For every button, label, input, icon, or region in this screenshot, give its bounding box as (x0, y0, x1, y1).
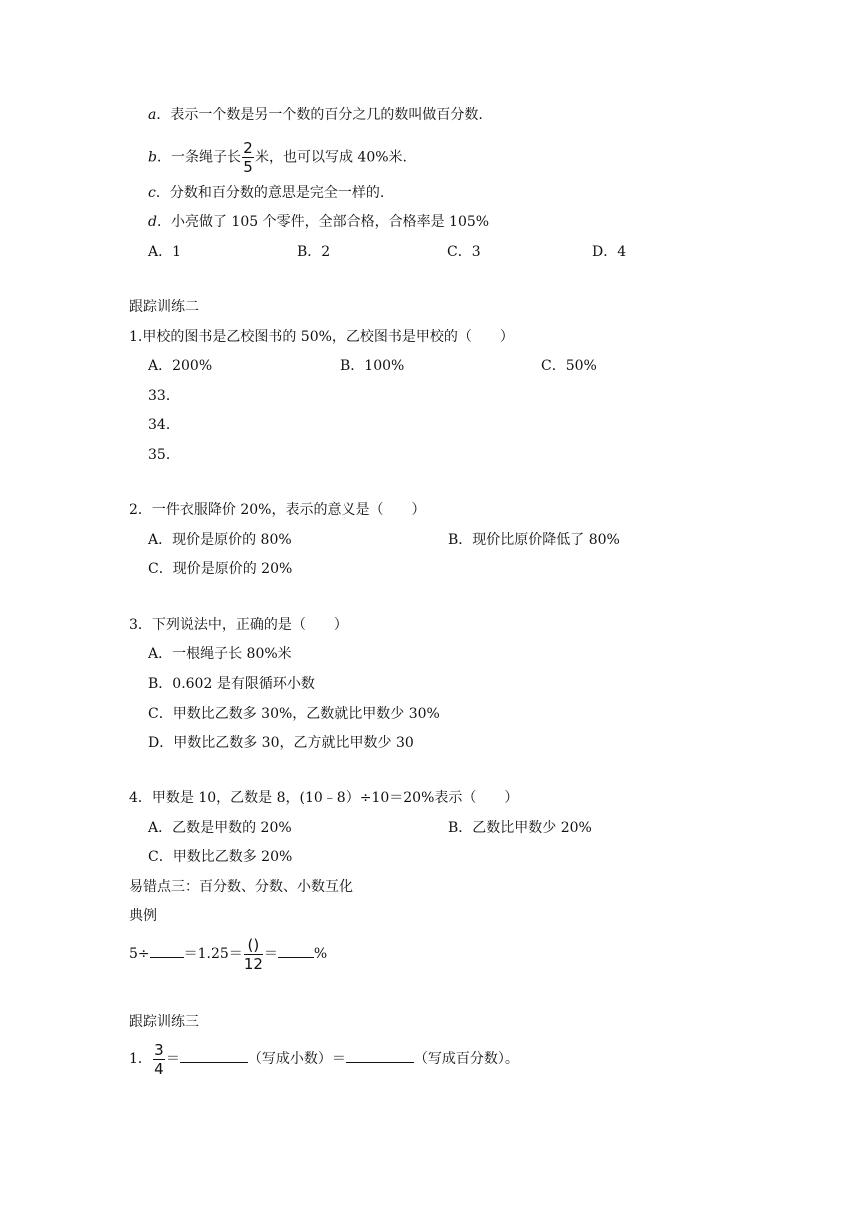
statement-d (148, 213, 489, 231)
option-b[interactable]: B．乙数比甲数少 20% (448, 820, 592, 836)
fraction (242, 140, 254, 175)
fraction-denominator: 4 (154, 1059, 164, 1078)
option-a[interactable]: A．200% (148, 358, 213, 374)
option-b[interactable]: B．现价比原价降低了 80% (448, 532, 620, 548)
statement-text: ．表示一个数是另一个数的百分之几的数叫做百分数. (156, 107, 483, 123)
fraction-denominator: 5 (243, 158, 253, 176)
option-a[interactable]: A．一根绳子长 80%米 (148, 646, 292, 662)
equation-text: 5÷ (129, 946, 150, 962)
answer-blank[interactable] (346, 1048, 414, 1063)
equation-text: ＝1.25＝ (183, 946, 243, 962)
statement-a (148, 106, 483, 124)
statement-letter: d (148, 214, 157, 230)
question-text: 4．甲数是 10，乙数是 8，(10﹣8）÷10＝20%表示（ ） (129, 790, 519, 806)
equation-text: ＝ (263, 946, 278, 962)
fraction-numerator: 3 (154, 1040, 164, 1059)
question-number: 34． (148, 417, 180, 433)
answer-blank[interactable] (180, 1048, 248, 1063)
fraction-denominator: 12 (243, 954, 263, 973)
fraction-numerator: () (247, 935, 260, 954)
question-number: 1． (129, 1051, 152, 1067)
option-d[interactable]: D．4 (592, 244, 627, 260)
equation-text: （写成百分数）。 (413, 1051, 519, 1067)
answer-blank[interactable] (278, 943, 314, 958)
option-a[interactable]: A．1 (148, 244, 182, 260)
option-b[interactable]: B．0.602 是有限循环小数 (148, 676, 315, 692)
statement-c (148, 184, 384, 202)
statement-text: ．小亮做了 105 个零件，全部合格，合格率是 105% (156, 214, 490, 230)
option-a[interactable]: A．现价是原价的 80% (148, 532, 292, 548)
example-label: 典例 (129, 908, 157, 924)
option-d[interactable]: D．甲数比乙数多 30，乙方就比甲数少 30 (148, 735, 414, 751)
fraction (244, 937, 263, 972)
topic-heading: 易错点三：百分数、分数、小数互化 (129, 879, 353, 895)
question-number: 35． (148, 447, 180, 463)
example-equation (129, 934, 327, 974)
statement-text: ．一条绳子长 (156, 149, 241, 166)
answer-blank[interactable] (150, 943, 184, 958)
question-1 (129, 1038, 519, 1080)
option-c[interactable]: C．甲数比乙数多 30%，乙数就比甲数少 30% (148, 706, 440, 722)
option-b[interactable]: B．100% (340, 358, 405, 374)
question-text: 2．一件衣服降价 20%，表示的意义是（ ） (129, 502, 426, 518)
statement-letter: a (148, 107, 157, 123)
option-b[interactable]: B．2 (297, 244, 331, 260)
equation-text: （写成小数）＝ (247, 1051, 346, 1067)
option-a[interactable]: A．乙数是甲数的 20% (148, 820, 292, 836)
equation-text: ＝ (165, 1051, 180, 1067)
question-text: 1.甲校的图书是乙校图书的 50%，乙校图书是甲校的（ ） (129, 329, 514, 345)
option-c[interactable]: C．50% (541, 358, 597, 374)
question-number: 33． (148, 388, 180, 404)
section-heading: 跟踪训练二 (129, 299, 199, 315)
equation-text: % (313, 946, 328, 962)
statement-letter: b (148, 149, 157, 166)
question-text: 3．下列说法中，正确的是（ ） (129, 617, 348, 633)
statement-text: ．分数和百分数的意思是完全一样的. (155, 185, 385, 201)
option-c[interactable]: C．3 (447, 244, 481, 260)
option-c[interactable]: C．甲数比乙数多 20% (148, 849, 293, 865)
statement-text: 米，也可以写成 40%米. (254, 149, 407, 166)
statement-b (148, 139, 407, 176)
fraction (153, 1042, 165, 1077)
option-c[interactable]: C．现价是原价的 20% (148, 561, 293, 577)
section-heading: 跟踪训练三 (129, 1014, 199, 1030)
fraction-numerator: 2 (243, 139, 253, 157)
statement-letter: c (148, 185, 156, 201)
